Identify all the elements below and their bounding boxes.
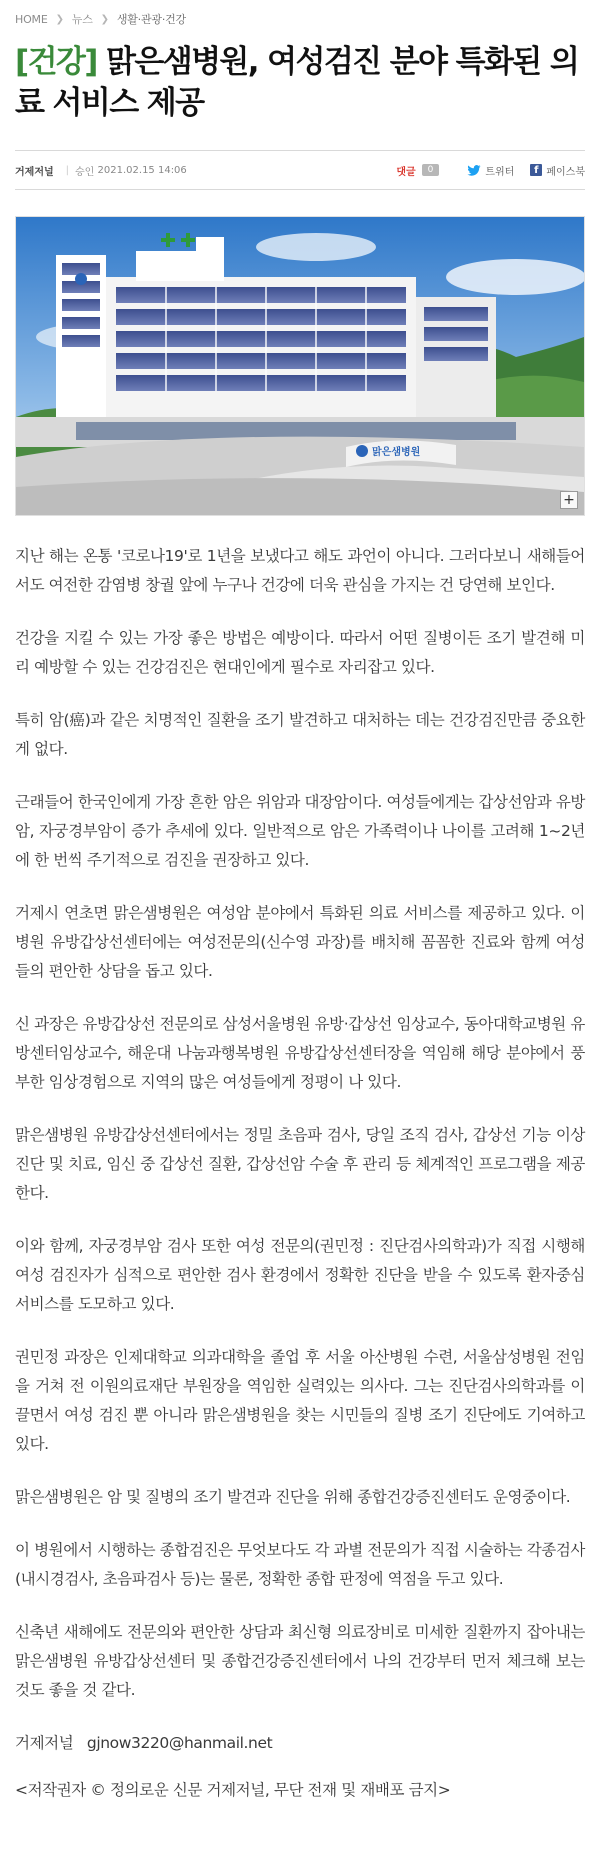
facebook-label: 페이스북: [546, 166, 585, 178]
chevron-right-icon: ❯: [55, 13, 64, 25]
breadcrumb: [15, 0, 585, 38]
article-paragraph: 이 병원에서 시행하는 종합검진은 무엇보다도 각 과별 전문의가 직접 시술하는 각종검사 (내시경검사, 초음파검사 등)는 물론, 정확한 종합 판정에 역점을 두고 있다.: [15, 1541, 585, 1588]
twitter-share-button[interactable]: [467, 163, 514, 178]
article-category: [건강]: [15, 44, 97, 80]
article-paragraph: 신 과장은 유방갑상선 전문의로 삼성서울병원 유방·갑상선 임상교수, 동아대학교병원 유방센터임상교수, 해운대 나눔과행복병원 유방갑상선센터장을 역임해 해당 분야에서 풍부한 임상경험으로 지역의 많은 여성들에게 정평이 나 있다.: [15, 1015, 585, 1091]
breadcrumb-subsection[interactable]: 생활·관광·건강: [116, 13, 186, 26]
meta-divider: |: [65, 164, 70, 176]
article-paragraph: 특히 암(癌)과 같은 치명적인 질환을 조기 발견하고 대처하는 데는 건강검진만큼 중요한 게 없다.: [15, 711, 585, 758]
article-title: [15, 42, 585, 124]
twitter-icon: [467, 165, 481, 176]
article-paragraph: 맑은샘병원은 암 및 질병의 조기 발견과 진단을 위해 종합건강증진센터도 운영중이다.: [15, 1488, 571, 1506]
article-author: 거제저널: [15, 166, 54, 178]
photo-zoom-icon[interactable]: +: [560, 491, 578, 509]
article-paragraph: 맑은샘병원 유방갑상선센터에서는 정밀 초음파 검사, 당일 조직 검사, 갑상선 기능 이상 진단 및 치료, 임신 중 갑상선 질환, 갑상선암 수술 후 관리 등 체계적인 프로그램을 제공한다.: [15, 1126, 585, 1202]
byline-email[interactable]: gjnow3220@hanmail.net: [86, 1734, 273, 1752]
article-paragraph: 거제시 연초면 맑은샘병원은 여성암 분야에서 특화된 의료 서비스를 제공하고 있다. 이 병원 유방갑상선센터에는 여성전문의(신수영 과장)를 배치해 꼼꼼한 진료와 함께 여성들의 편안한 상담을 돕고 있다.: [15, 904, 585, 980]
copyright-notice: <저작권자 © 정의로운 신문 거제저널, 무단 전재 및 재배포 금지>: [15, 1781, 451, 1799]
article-paragraph: 건강을 지킬 수 있는 가장 좋은 방법은 예방이다. 따라서 어떤 질병이든 조기 발견해 미리 예방할 수 있는 건강검진은 현대인에게 필수로 자리잡고 있다.: [15, 629, 585, 676]
photo-sign-text: 맑은샘병원: [372, 447, 421, 458]
article-date: 2021.02.15 14:06: [97, 164, 187, 176]
hospital-building-illustration: [16, 217, 584, 515]
article-title-text: 맑은샘병원, 여성검진 분야 특화된 의료 서비스 제공: [15, 44, 579, 121]
article-paragraph: 지난 해는 온통 '코로나19'로 1년을 보냈다고 해도 과언이 아니다. 그러다보니 새해들어서도 여전한 감염병 창궐 앞에 누구나 건강에 더욱 관심을 가지는 건 당연해 보인다.: [15, 547, 585, 594]
byline-name: 거제저널: [15, 1734, 74, 1752]
facebook-icon: f: [530, 164, 542, 176]
article-paragraph: 권민정 과장은 인제대학교 의과대학을 졸업 후 서울 아산병원 수련, 서울삼성병원 전임을 거쳐 전 이원의료재단 부원장을 역임한 실력있는 의사다. 그는 진단검사의학과를 이끌면서 여성 검진 뿐 아니라 맑은샘병원을 찾는 시민들의 질병 조기 진단에도 기여하고 있다.: [15, 1348, 585, 1453]
article-paragraph: 근래들어 한국인에게 가장 흔한 암은 위암과 대장암이다. 여성들에게는 갑상선암과 유방암, 자궁경부암이 증가 추세에 있다. 일반적으로 암은 가족력이나 나이를 고려해 1~2년에 한 번씩 주기적으로 검진을 권장하고 있다.: [15, 793, 585, 869]
article-paragraph: 이와 함께, 자궁경부암 검사 또한 여성 전문의(권민정 : 진단검사의학과)가 직접 시행해 여성 검진자가 심적으로 편안한 검사 환경에서 정확한 진단을 받을 수 있도록 환자중심 서비스를 도모하고 있다.: [15, 1237, 585, 1313]
twitter-label: 트위터: [485, 166, 515, 178]
article-photo[interactable]: [15, 216, 585, 516]
chevron-right-icon: ❯: [100, 13, 109, 25]
article-meta: [15, 150, 585, 190]
facebook-share-button[interactable]: [530, 163, 585, 178]
approved-label: 승인: [75, 166, 95, 178]
breadcrumb-home[interactable]: HOME: [15, 12, 48, 26]
article-paragraph: 신축년 새해에도 전문의와 편안한 상담과 최신형 의료장비로 미세한 질환까지 잡아내는 맑은샘병원 유방갑상선센터 및 종합건강증진센터에서 나의 건강부터 먼저 체크해 보는 것도 좋을 것 같다.: [15, 1623, 585, 1699]
breadcrumb-section[interactable]: 뉴스: [71, 13, 93, 26]
comment-link[interactable]: 댓글: [396, 166, 416, 178]
article-byline: [15, 1729, 585, 1758]
article-body: [15, 542, 585, 1805]
comment-count-badge: 0: [422, 164, 440, 176]
